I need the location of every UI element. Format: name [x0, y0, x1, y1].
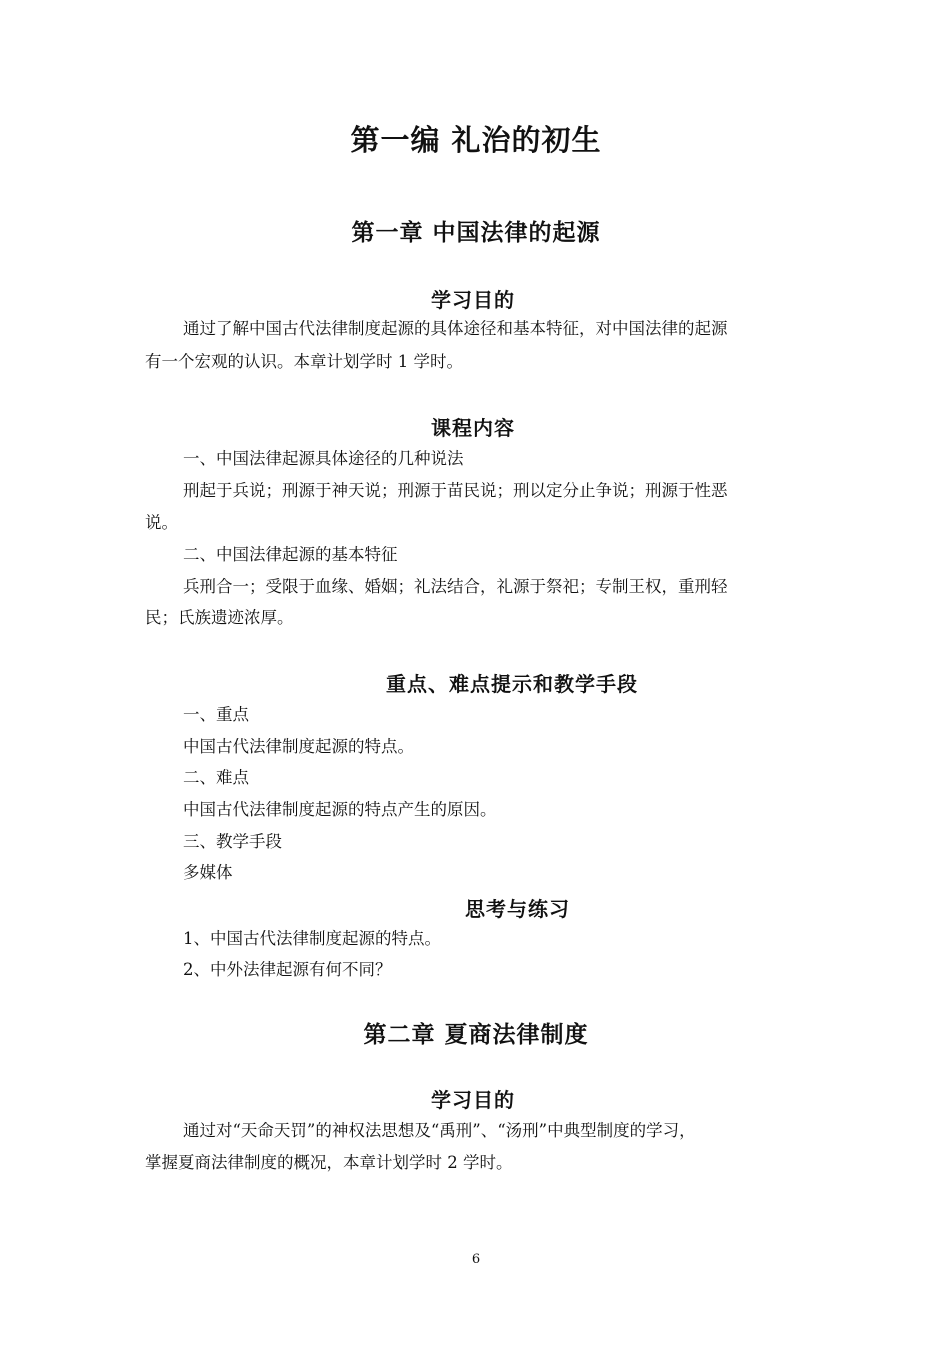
- chapter-1-content-item-1-line-1: 刑起于兵说；刑源于神天说；刑源于苗民说；刑以定分止争说；刑源于性恶: [183, 481, 728, 500]
- chapter-1-content-heading: 课程内容: [431, 416, 515, 440]
- chapter-2-title: 第二章 夏商法律制度: [363, 1022, 589, 1048]
- page-number: 6: [471, 1252, 481, 1267]
- chapter-1-content-item-1-title: 一、中国法律起源具体途径的几种说法: [183, 449, 464, 468]
- chapter-1-title: 第一章 中国法律的起源: [351, 220, 601, 246]
- chapter-1-keypoints-heading: 重点、难点提示和教学手段: [386, 672, 638, 696]
- chapter-2-objectives-line-2: 掌握夏商法律制度的概况，本章计划学时 2 学时。: [145, 1153, 513, 1172]
- exercise-question-1: 1、中国古代法律制度起源的特点。: [183, 929, 441, 948]
- chapter-2-objectives-heading: 学习目的: [431, 1088, 515, 1112]
- chapter-2-objectives-line-1: 通过对“天命天罚”的神权法思想及“禹刑”、“汤刑”中典型制度的学习，: [183, 1121, 696, 1140]
- keypoints-text-1: 中国古代法律制度起源的特点。: [183, 737, 414, 756]
- chapter-1-objectives-line-2: 有一个宏观的认识。本章计划学时 1 学时。: [145, 352, 463, 371]
- chapter-1-content-item-2-title: 二、中国法律起源的基本特征: [183, 545, 398, 564]
- chapter-1-objectives-line-1: 通过了解中国古代法律制度起源的具体途径和基本特征，对中国法律的起源: [183, 319, 728, 338]
- keypoints-heading-2: 二、难点: [183, 768, 249, 787]
- exercise-question-2: 2、中外法律起源有何不同？: [183, 960, 392, 979]
- chapter-1-content-item-2-line-2: 民；氏族遗迹浓厚。: [145, 608, 294, 627]
- keypoints-heading-1: 一、重点: [183, 705, 249, 724]
- chapter-1-content-item-1-line-2: 说。: [145, 513, 178, 532]
- keypoints-heading-3: 三、教学手段: [183, 832, 282, 851]
- chapter-1-exercises-heading: 思考与练习: [465, 897, 570, 921]
- part-title: 第一编 礼治的初生: [350, 123, 602, 157]
- keypoints-text-2: 中国古代法律制度起源的特点产生的原因。: [183, 800, 497, 819]
- keypoints-text-3: 多媒体: [183, 863, 233, 882]
- chapter-1-content-item-2-line-1: 兵刑合一；受限于血缘、婚姻；礼法结合，礼源于祭祀；专制王权，重刑轻: [183, 577, 728, 596]
- chapter-1-objectives-heading: 学习目的: [431, 288, 515, 312]
